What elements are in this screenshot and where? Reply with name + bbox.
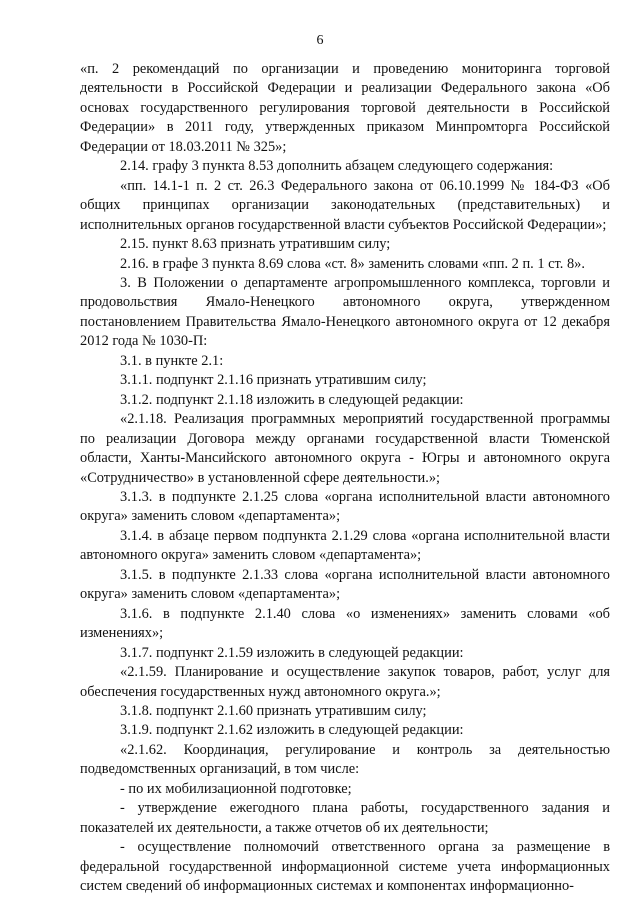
- paragraph-3-1: 3.1. в пункте 2.1:: [120, 352, 224, 369]
- page-number: 6: [316, 33, 324, 48]
- paragraph-dash-mobilization: - по их мобилизационной подготовке;: [120, 780, 352, 797]
- paragraph-3-1-9: 3.1.9. подпункт 2.1.62 изложить в следующей редакции:: [120, 722, 464, 739]
- paragraph-3-1-4: 3.1.4. в абзаце первом подпункта 2.1.29 слова «органа исполнительной власти автономного округа» заменить словом «департамента»;: [80, 527, 610, 564]
- paragraph-3-1-1: 3.1.1. подпункт 2.1.16 признать утратившим силу;: [120, 372, 427, 389]
- paragraph-3-1-2: 3.1.2. подпункт 2.1.18 изложить в следующей редакции:: [120, 391, 464, 408]
- paragraph-2-15: 2.15. пункт 8.63 признать утратившим силу;: [120, 236, 391, 253]
- paragraph-2-16: 2.16. в графе 3 пункта 8.69 слова «ст. 8» заменить словами «пп. 2 п. 1 ст. 8».: [120, 255, 585, 272]
- paragraph-3-1-5: 3.1.5. в подпункте 2.1.33 слова «органа исполнительной власти автономного округа» заменить словом «департамента»;: [80, 566, 610, 603]
- paragraph-3-1-7: 3.1.7. подпункт 2.1.59 изложить в следующей редакции:: [120, 644, 464, 661]
- paragraph-2-14-quote: «пп. 14.1-1 п. 2 ст. 26.3 Федерального закона от 06.10.1999 № 184-ФЗ «Об общих принципах организации законодательных (представительных) и исполнительных органов государственной власти субъектов Российской Федерации»;: [80, 177, 610, 233]
- paragraph-dash-annual-plan: - утверждение ежегодного плана работы, государственного задания и показателей их деятельности, а также отчетов об их деятельности;: [80, 800, 610, 836]
- paragraph-2-1-18-quote: «2.1.18. Реализация программных мероприятий государственной программы по реализации Договора между органами государственной власти Тюменской области, Ханты-Мансийского автономного округа - Югры и автономного округа «Сотрудничество» в установленной сфере деятельности.»;: [80, 411, 610, 486]
- paragraph-dash-responsible-body: - осуществление полномочий ответственного органа за размещение в федеральной государственной информационной системе учета информационных систем сведений об информационных системах и компонентах информационно-: [80, 839, 610, 895]
- paragraph-3-1-3: 3.1.3. в подпункте 2.1.25 слова «органа исполнительной власти автономного округа» заменить словом «департамента»;: [80, 488, 610, 525]
- paragraph-2-14: 2.14. графу 3 пункта 8.53 дополнить абзацем следующего содержания:: [120, 158, 554, 175]
- paragraph-3-1-8: 3.1.8. подпункт 2.1.60 признать утратившим силу;: [120, 702, 427, 719]
- paragraph-2-1-62-quote: «2.1.62. Координация, регулирование и контроль за деятельностью подведомственных организаций, в том числе:: [80, 741, 610, 778]
- document-body: [80, 60, 610, 896]
- paragraph-3-1-6: 3.1.6. в подпункте 2.1.40 слова «о изменениях» заменить словами «об изменениях»;: [80, 605, 610, 642]
- paragraph-quote-item-2-recommendations: «п. 2 рекомендаций по организации и проведению мониторинга торговой деятельности в Российской Федерации и реализации Федерального закона «Об основах государственного регулирования торговой деятельности в Российской Федерации» в 2011 году, утвержденных приказом Минпромторга Российской Федерации от 18.03.2011 № 325»;: [80, 61, 610, 155]
- paragraph-3: 3. В Положении о департаменте агропромышленного комплекса, торговли и продовольствия Ямало-Ненецкого автономного округа, утвержденном постановлением Правительства Ямало-Ненецкого автономного округа от 12 декабря 2012 года № 1030-П:: [80, 274, 610, 350]
- paragraph-2-1-59-quote: «2.1.59. Планирование и осуществление закупок товаров, работ, услуг для обеспечения государственных нужд автономного округа.»;: [80, 664, 610, 700]
